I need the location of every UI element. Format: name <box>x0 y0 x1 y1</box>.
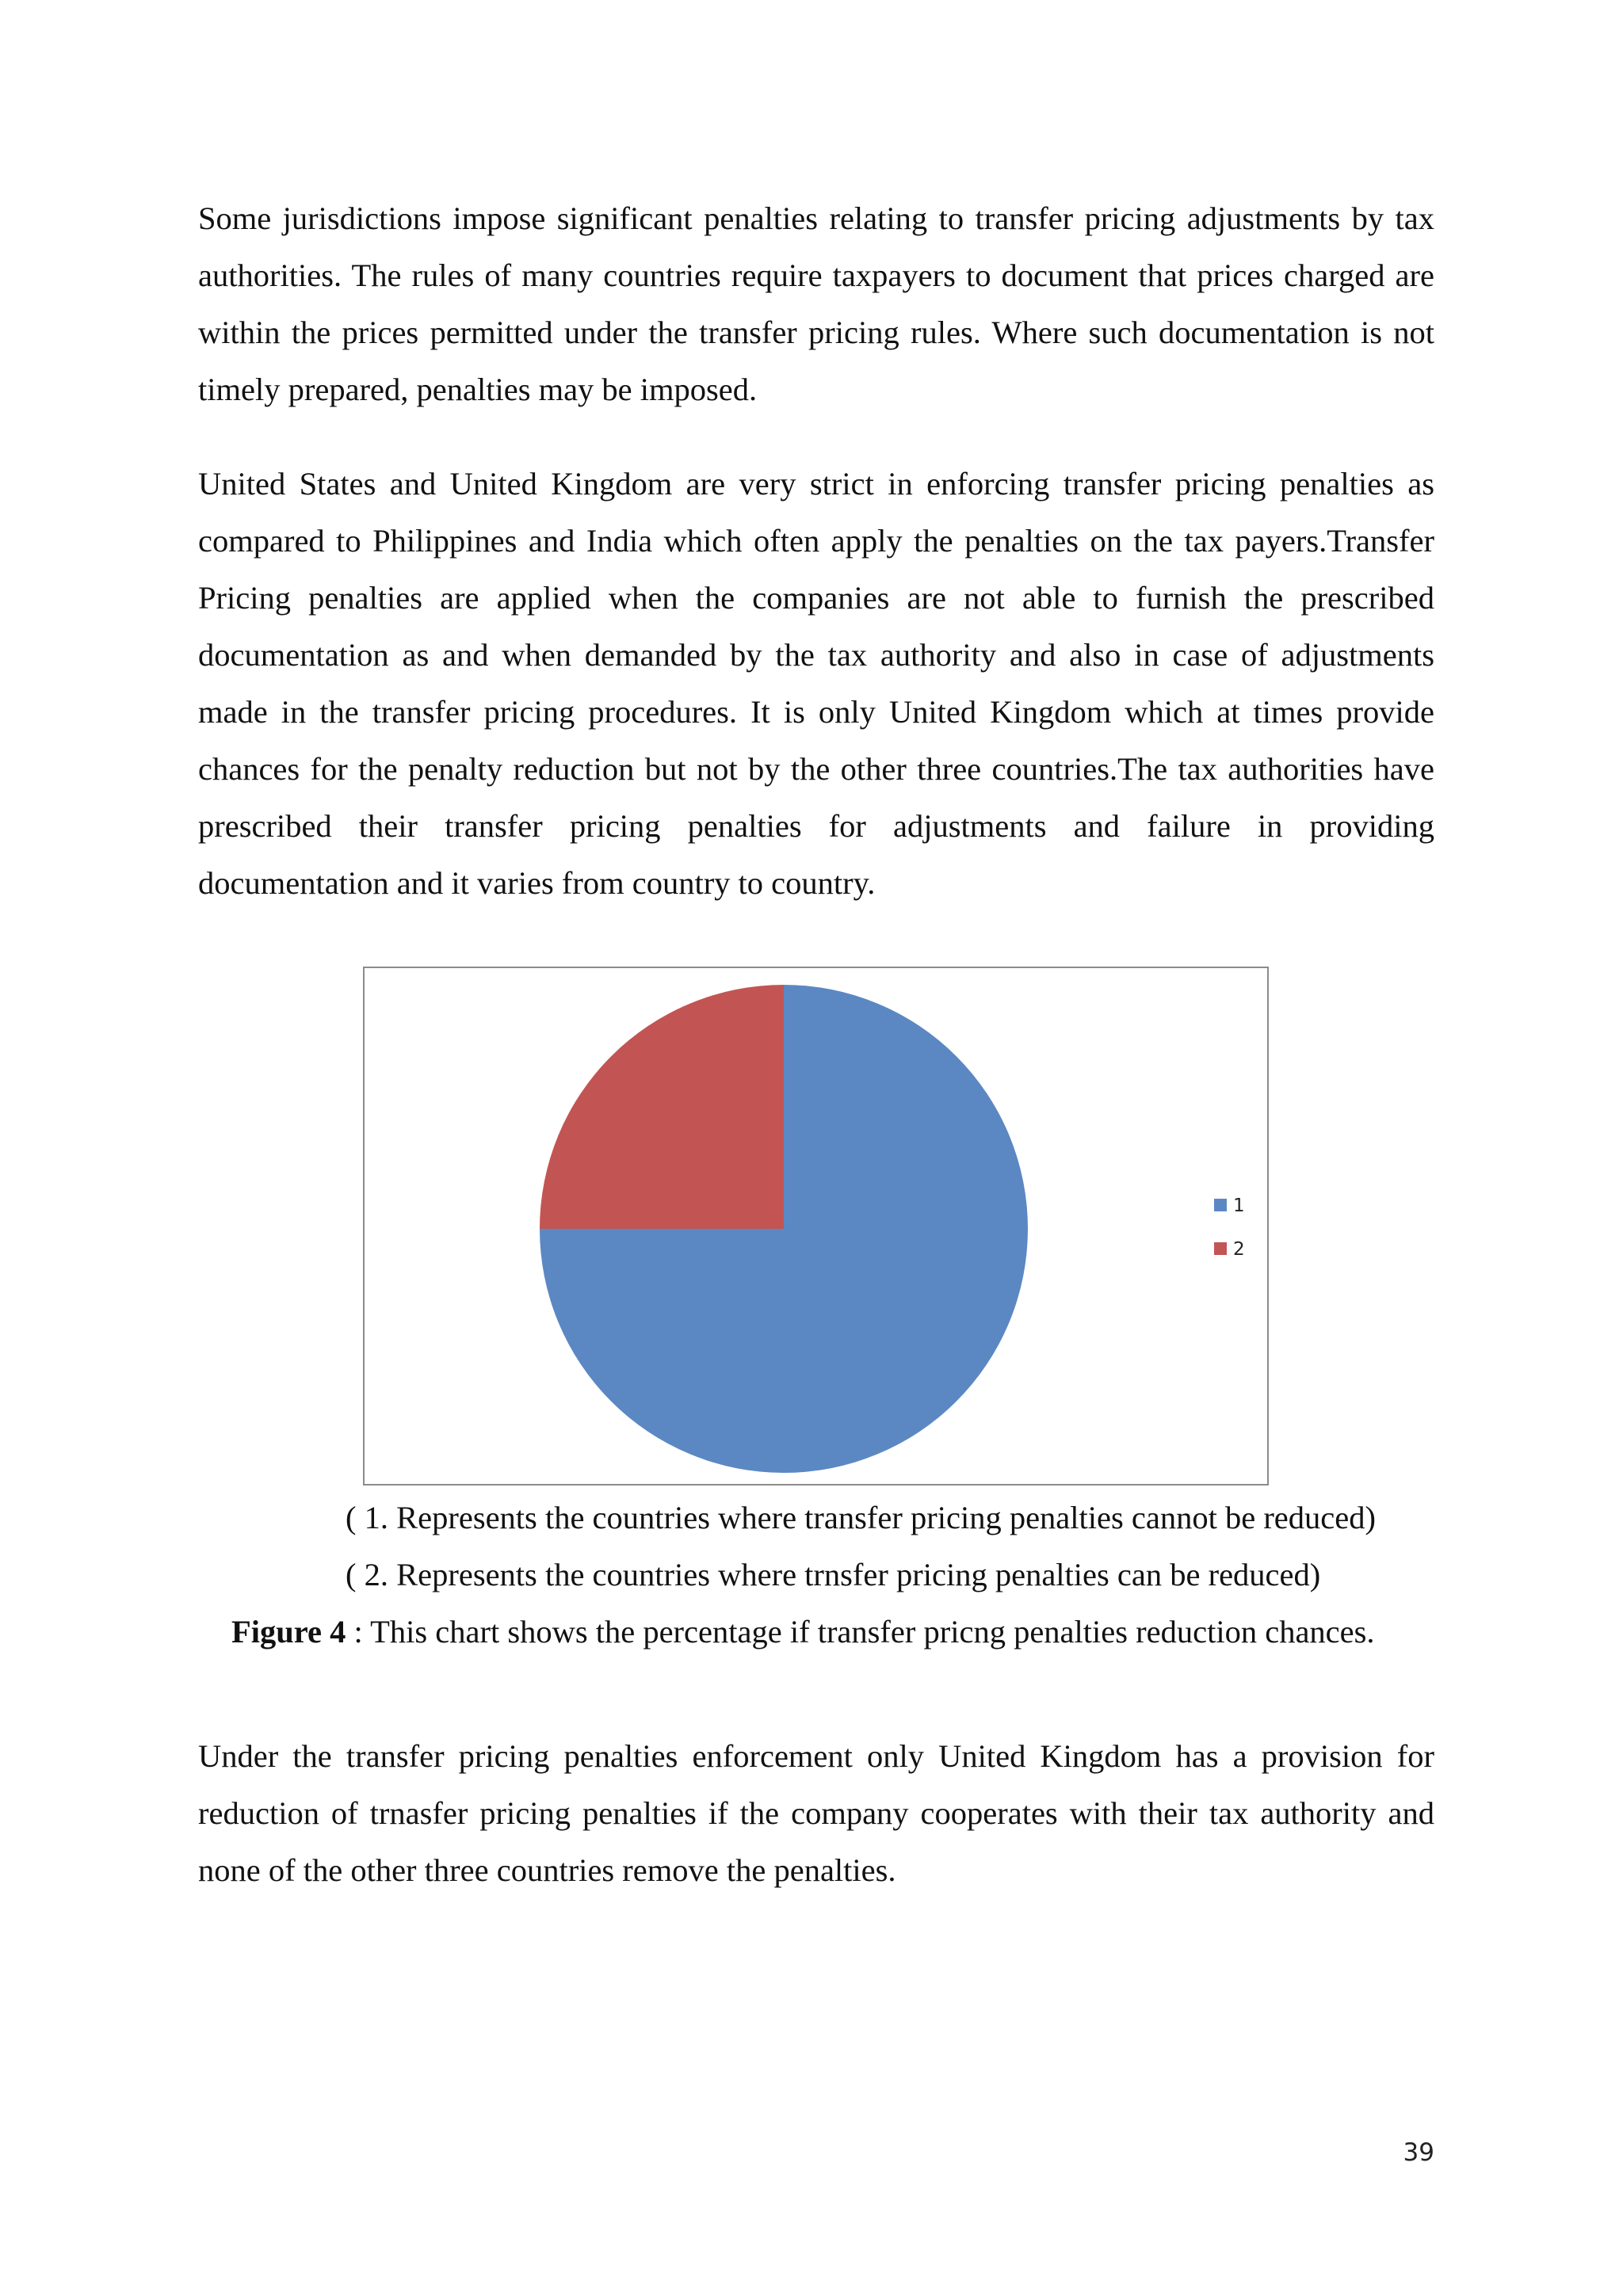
legend-note-1: ( 1. Represents the countries where transfer pricing penalties cannot be reduced) <box>346 1500 1376 1535</box>
legend-label-1: 1 <box>1233 1196 1245 1216</box>
legend-note-2: ( 2. Represents the countries where trnsfer pricing penalties can be reduced) <box>346 1557 1321 1592</box>
pie-slices <box>540 985 1028 1473</box>
legend-label-2: 2 <box>1233 1239 1245 1260</box>
chart-legend <box>1214 1196 1245 1260</box>
figure-caption <box>231 1612 1375 1652</box>
paragraph-uk-provision: Under the transfer pricing penalties enforcement only United Kingdom has a provision for reduction of trnasfer pricing penalties if the company cooperates with their tax authority and none of the other three countries remove the penalties. <box>198 1738 1434 1888</box>
pie-slice-2 <box>540 985 784 1229</box>
legend-swatch-2 <box>1214 1242 1227 1255</box>
pie-chart-frame <box>363 967 1269 1486</box>
page-number: 39 <box>1403 2138 1434 2167</box>
legend-swatch-1 <box>1214 1199 1227 1211</box>
figure-label: Figure 4 <box>231 1614 346 1650</box>
figure-caption-text: : This chart shows the percentage if transfer pricng penalties reduction chances. <box>346 1614 1375 1650</box>
paragraph-penalties-intro: Some jurisdictions impose significant penalties relating to transfer pricing adjustments by tax authorities. The rules of many countries require taxpayers to document that prices charged are within the prices permitted under the transfer pricing rules. Where such documentation is not timely prepared, penalties may be imposed. <box>198 200 1434 407</box>
paragraph-country-comparison: United States and United Kingdom are very strict in enforcing transfer pricing penalties as compared to Philippines and India which often apply the penalties on the tax payers.Transfer Pricing penalties are applied when the companies are not able to furnish the prescribed documentation as and when demanded by the tax authority and also in case of adjustments made in the transfer pricing procedures. It is only United Kingdom which at times provide chances for the penalty reduction but not by the other three countries.The tax authorities have prescribed their transfer pricing penalties for adjustments and failure in providing documentation and it varies from country to country. <box>198 466 1434 901</box>
pie-chart <box>365 968 1266 1483</box>
